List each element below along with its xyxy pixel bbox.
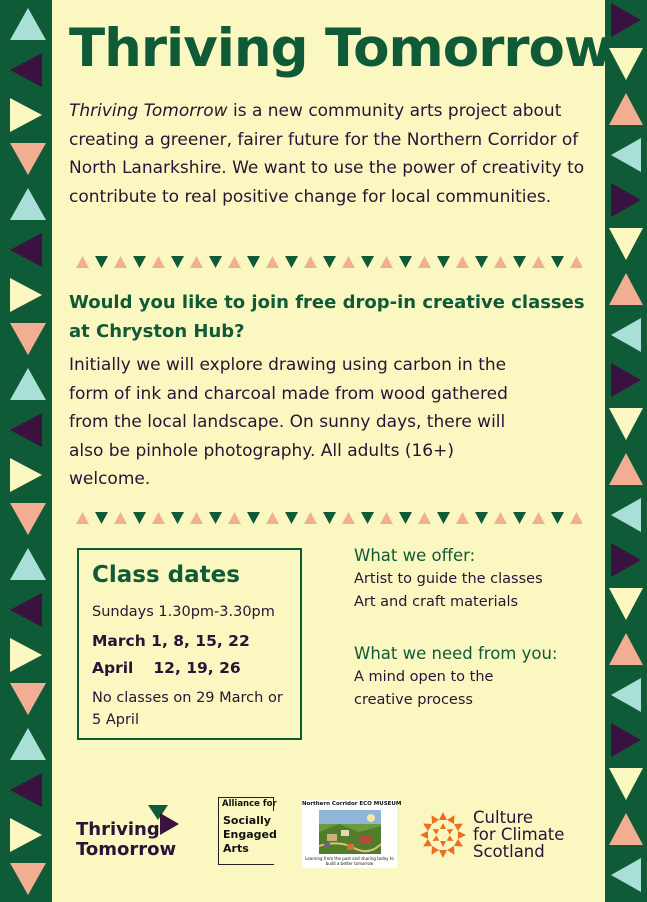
border-triangle	[611, 183, 641, 217]
border-triangle	[611, 543, 641, 577]
border-triangle	[10, 818, 42, 852]
april-dates-row	[92, 659, 241, 677]
ase-word: Arts	[223, 842, 249, 855]
border-triangle	[609, 93, 643, 125]
divider-triangle	[513, 256, 526, 268]
sunburst-ray	[454, 839, 463, 846]
ase-box	[218, 811, 277, 865]
intro-text: is a new community arts project about creating a greener, fairer future for the Northern Corridor of North Lanarkshire. We want to use the power of creativity to contribute to real positive change for local communities.	[69, 101, 585, 207]
divider-triangle	[494, 256, 507, 268]
right-border-triangles	[605, 0, 647, 902]
border-triangle	[609, 588, 643, 620]
border-triangle	[10, 458, 42, 492]
border-triangle	[609, 408, 643, 440]
divider-triangle	[171, 256, 184, 268]
class-description: Initially we will explore drawing using carbon in the form of ink and charcoal made from wood gathered from the local landscape. On sunny days, there will also be pinhole photography. All adults (16+) welcome.	[69, 355, 508, 489]
triangle-divider-top	[76, 255, 582, 269]
march-dates: 1, 8, 15, 22	[151, 632, 250, 650]
offer-item: Artist to guide the classes	[354, 571, 543, 587]
divider-triangle	[380, 256, 393, 268]
divider-triangle	[133, 256, 146, 268]
border-triangle	[10, 278, 42, 312]
logo-word: Thriving	[76, 819, 160, 840]
border-triangle	[609, 453, 643, 485]
sunburst-ray	[432, 815, 439, 824]
ccs-word: for Climate	[473, 825, 565, 844]
divider-triangle	[475, 512, 488, 524]
divider-triangle	[399, 256, 412, 268]
border-triangle	[10, 233, 42, 267]
divider-triangle	[247, 256, 260, 268]
divider-triangle	[76, 512, 89, 524]
sunburst-inner-ray	[433, 835, 440, 841]
divider-triangle	[418, 512, 431, 524]
border-triangle	[611, 138, 641, 172]
divider-triangle	[570, 512, 582, 524]
sunburst-inner-ray	[433, 829, 440, 835]
divider-triangle	[228, 512, 241, 524]
border-triangle	[10, 413, 42, 447]
divider-triangle	[456, 512, 469, 524]
border-triangle	[611, 318, 641, 352]
divider-triangle	[323, 256, 336, 268]
divider-triangle	[266, 256, 279, 268]
divider-triangle	[304, 512, 317, 524]
divider-triangle	[323, 512, 336, 524]
march-label: March	[92, 632, 146, 650]
border-triangle	[609, 633, 643, 665]
sunburst-ray	[423, 824, 432, 831]
class-time: Sundays 1.30pm-3.30pm	[92, 604, 275, 620]
divider-triangle	[418, 256, 431, 268]
border-triangle	[609, 273, 643, 305]
april-label: April	[92, 659, 134, 677]
eco-museum-logo	[302, 800, 402, 868]
march-dates-row	[92, 632, 250, 650]
divider-triangle	[456, 256, 469, 268]
divider-triangle	[95, 512, 108, 524]
ecomuseum-title: Northern Corridor ECO MUSEUM	[302, 801, 402, 807]
invitation-question: Would you like to join free drop-in creative classes at Chryston Hub?	[69, 292, 585, 342]
ase-word: Socially	[223, 814, 271, 827]
ase-top-label: Alliance for	[218, 797, 274, 811]
intro-paragraph	[69, 97, 589, 211]
border-triangle	[611, 858, 641, 892]
ccs-word: Culture	[473, 808, 534, 827]
divider-triangle	[399, 512, 412, 524]
divider-triangle	[475, 256, 488, 268]
sunburst-ray	[420, 831, 428, 839]
border-triangle	[10, 323, 46, 355]
divider-triangle	[513, 512, 526, 524]
divider-triangle	[114, 512, 127, 524]
left-border-triangles	[0, 0, 52, 902]
divider-triangle	[494, 512, 507, 524]
border-triangle	[10, 548, 46, 580]
divider-triangle	[171, 512, 184, 524]
divider-triangle	[304, 256, 317, 268]
border-triangle	[611, 363, 641, 397]
divider-triangle	[285, 512, 298, 524]
border-triangle	[10, 773, 42, 807]
logo-word: Tomorrow	[76, 839, 177, 860]
divider-triangle	[228, 256, 241, 268]
divider-triangle	[361, 512, 374, 524]
sunburst-ray	[432, 846, 439, 855]
border-triangle	[10, 683, 46, 715]
divider-triangle	[285, 256, 298, 268]
triangle-divider-bottom	[76, 511, 582, 525]
sunburst-inner-ray	[447, 835, 454, 841]
border-triangle	[609, 768, 643, 800]
offer-item: Art and craft materials	[354, 594, 519, 610]
border-triangle	[10, 53, 42, 87]
play-arrow-icon	[146, 805, 186, 845]
divider-triangle	[570, 256, 582, 268]
ase-word: Engaged	[223, 828, 277, 841]
divider-triangle	[380, 512, 393, 524]
sunburst-ray	[447, 815, 454, 824]
divider-triangle	[76, 256, 89, 268]
ccs-word: Scotland	[473, 842, 545, 861]
sunburst-ray	[454, 824, 463, 831]
poster-title: Thriving Tomorrow	[69, 18, 612, 79]
border-triangle	[10, 98, 42, 132]
border-triangle	[611, 678, 641, 712]
landscape-illustration-icon	[319, 810, 381, 854]
divider-triangle	[342, 256, 355, 268]
april-dates: 12, 19, 26	[153, 659, 241, 677]
right-triangle-border	[605, 0, 647, 902]
border-triangle	[609, 48, 643, 80]
divider-triangle	[361, 256, 374, 268]
border-triangle	[10, 728, 46, 760]
divider-triangle	[190, 256, 203, 268]
border-triangle	[10, 638, 42, 672]
border-triangle	[10, 188, 46, 220]
divider-triangle	[152, 256, 165, 268]
sunburst-ray	[439, 812, 447, 820]
class-dates-box	[77, 548, 302, 740]
divider-triangle	[437, 512, 450, 524]
thriving-tomorrow-logo	[76, 805, 188, 860]
what-we-offer	[354, 544, 604, 614]
culture-for-climate-scotland-logo	[418, 806, 578, 866]
no-classes-note: No classes on 29 March or 5 April	[92, 690, 283, 728]
offer-heading: What we offer:	[354, 546, 476, 565]
sunburst-ray	[458, 831, 466, 839]
need-text: A mind open to the creative process	[354, 669, 494, 708]
what-we-need	[354, 642, 604, 712]
divider-triangle	[532, 256, 545, 268]
border-triangle	[609, 813, 643, 845]
sunburst-ray	[439, 850, 447, 858]
intro-emphasis: Thriving Tomorrow	[69, 101, 228, 121]
divider-triangle	[190, 512, 203, 524]
divider-triangle	[437, 256, 450, 268]
class-dates-heading: Class dates	[92, 562, 240, 588]
divider-triangle	[133, 512, 146, 524]
border-triangle	[10, 368, 46, 400]
divider-triangles	[76, 255, 582, 269]
need-heading: What we need from you:	[354, 644, 558, 663]
border-triangle	[611, 723, 641, 757]
divider-triangle	[342, 512, 355, 524]
border-triangle	[10, 143, 46, 175]
sunburst-icon	[418, 810, 468, 860]
sunburst-inner-ray	[447, 829, 454, 835]
divider-triangle	[209, 256, 222, 268]
border-triangle	[609, 228, 643, 260]
divider-triangle	[532, 512, 545, 524]
divider-triangle	[266, 512, 279, 524]
border-triangle	[10, 863, 46, 895]
sunburst-inner-ray	[440, 841, 446, 847]
divider-triangle	[551, 256, 564, 268]
sunburst-ray	[423, 839, 432, 846]
border-triangle	[10, 503, 46, 535]
alliance-socially-engaged-arts-logo	[218, 797, 278, 867]
border-triangle	[10, 593, 42, 627]
border-triangle	[10, 8, 46, 40]
border-triangle	[611, 498, 641, 532]
sunburst-inner-ray	[440, 823, 446, 829]
sunburst-ray	[447, 846, 454, 855]
divider-triangle	[114, 256, 127, 268]
left-triangle-border	[0, 0, 52, 902]
divider-triangle	[247, 512, 260, 524]
divider-triangle	[209, 512, 222, 524]
divider-triangle	[551, 512, 564, 524]
divider-triangles	[76, 511, 582, 525]
divider-triangle	[95, 256, 108, 268]
ecomuseum-tagline: Learning from the past and sharing today to build a better tomorrow	[305, 856, 394, 866]
divider-triangle	[152, 512, 165, 524]
border-triangle	[611, 3, 641, 37]
